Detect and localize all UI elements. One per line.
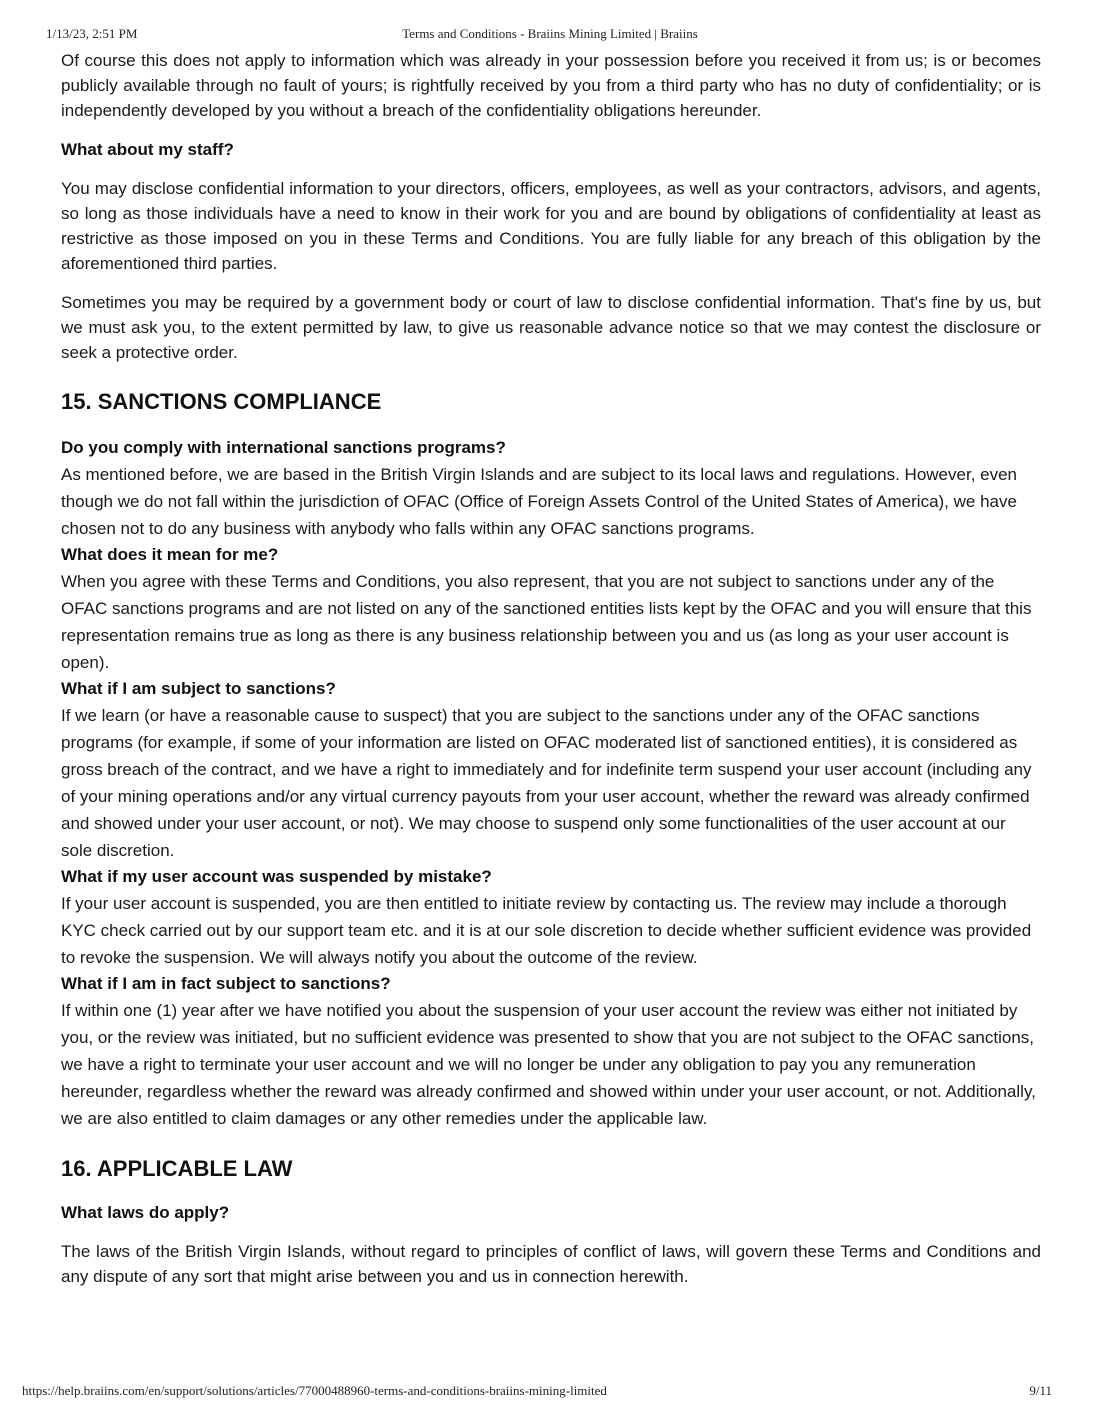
sanctions-answer: As mentioned before, we are based in the British Virgin Islands and are subject to its local laws and regulations. However, even though we do not fall within the jurisdiction of OFAC (Office of Foreign Assets Control of the United States of America), we have chosen not to do any business with anybody who falls within any OFAC sanctions programs. <box>61 465 1018 538</box>
print-header <box>0 26 1100 44</box>
sanctions-answer: When you agree with these Terms and Conditions, you also represent, that you are not subject to sanctions under any of the OFAC sanctions programs and are not listed on any of the sanctioned entities lists kept by the OFAC and you will ensure that this representation remains true as long as there is any business relationship between you and us (as long as your user account is open). <box>61 572 1032 672</box>
applicable-law-answer: The laws of the British Virgin Islands, without regard to principles of conflict of laws, will govern these Terms and Conditions and any dispute of any sort that might arise between you and us in connection herewith. <box>61 1242 1041 1286</box>
sanctions-question: What if my user account was suspended by mistake? <box>61 867 492 886</box>
staff-answer: You may disclose confidential information to your directors, officers, employees, as well as your contractors, advisors, and agents, so long as those individuals have a need to know in their work for you and are bound by obligations of confidentiality at least as restrictive as those imposed on you in these Terms and Conditions. You are fully liable for any breach of this obligation by the aforementioned third parties. <box>61 179 1041 273</box>
sanctions-question: What if I am subject to sanctions? <box>61 679 336 698</box>
page-url: https://help.braiins.com/en/support/solutions/articles/77000488960-terms-and-conditions-braiins-mining-limited <box>22 1383 607 1398</box>
print-date: 1/13/23, 2:51 PM <box>46 26 138 41</box>
section-heading-applicable-law: 16. APPLICABLE LAW <box>61 1156 293 1181</box>
sanctions-answer: If your user account is suspended, you are then entitled to initiate review by contacting us. The review may include a thorough KYC check carried out by our support team etc. and it is at our sole discretion to decide whether sufficient evidence was provided to revoke the suspension. We will always notify you about the outcome of the review. <box>61 894 1032 967</box>
print-title: Terms and Conditions - Braiins Mining Limited | Braiins <box>402 26 698 41</box>
section-heading-sanctions: 15. SANCTIONS COMPLIANCE <box>61 389 382 414</box>
print-footer <box>0 1383 1100 1401</box>
sanctions-question: What if I am in fact subject to sanctions? <box>61 974 391 993</box>
sanctions-answer: If within one (1) year after we have notified you about the suspension of your user account the review was either not initiated by you, or the review was initiated, but no sufficient evidence was presented to show that you are not subject to the OFAC sanctions, we have a right to terminate your user account and we will no longer be under any obligation to pay you any remuneration hereunder, regardless whether the reward was already confirmed and showed within under your user account, or not. Additionally, we are also entitled to claim damages or any other remedies under the applicable law. <box>61 1001 1036 1128</box>
page-number: 9/11 <box>1029 1383 1052 1398</box>
sanctions-question: What does it mean for me? <box>61 545 279 564</box>
staff-question: What about my staff? <box>61 140 234 159</box>
government-disclosure: Sometimes you may be required by a government body or court of law to disclose confidential information. That's fine by us, but we must ask you, to the extent permitted by law, to give us reasonable advance notice so that we may contest the disclosure or seek a protective order. <box>61 293 1041 362</box>
confidentiality-exceptions: Of course this does not apply to information which was already in your possession before you received it from us; is or becomes publicly available through no fault of yours; is rightfully received by you from a third party who has no duty of confidentiality; or is independently developed by you without a breach of the confidentiality obligations hereunder. <box>61 51 1041 120</box>
sanctions-section <box>61 435 1041 1132</box>
applicable-law-question: What laws do apply? <box>61 1203 230 1222</box>
sanctions-answer: If we learn (or have a reasonable cause to suspect) that you are subject to the sanctions under any of the OFAC sanctions programs (for example, if some of your information are listed on OFAC moderated list of sanctioned entities), it is considered as gross breach of the contract, and we have a right to immediately and for indefinite term suspend your user account (including any of your mining operations and/or any virtual currency payouts from your user account, whether the reward was already confirmed and showed under your user account, or not). We may choose to suspend only some functionalities of the user account at our sole discretion. <box>61 706 1032 860</box>
sanctions-question: Do you comply with international sanctions programs? <box>61 438 506 457</box>
document-body <box>61 48 1041 1289</box>
